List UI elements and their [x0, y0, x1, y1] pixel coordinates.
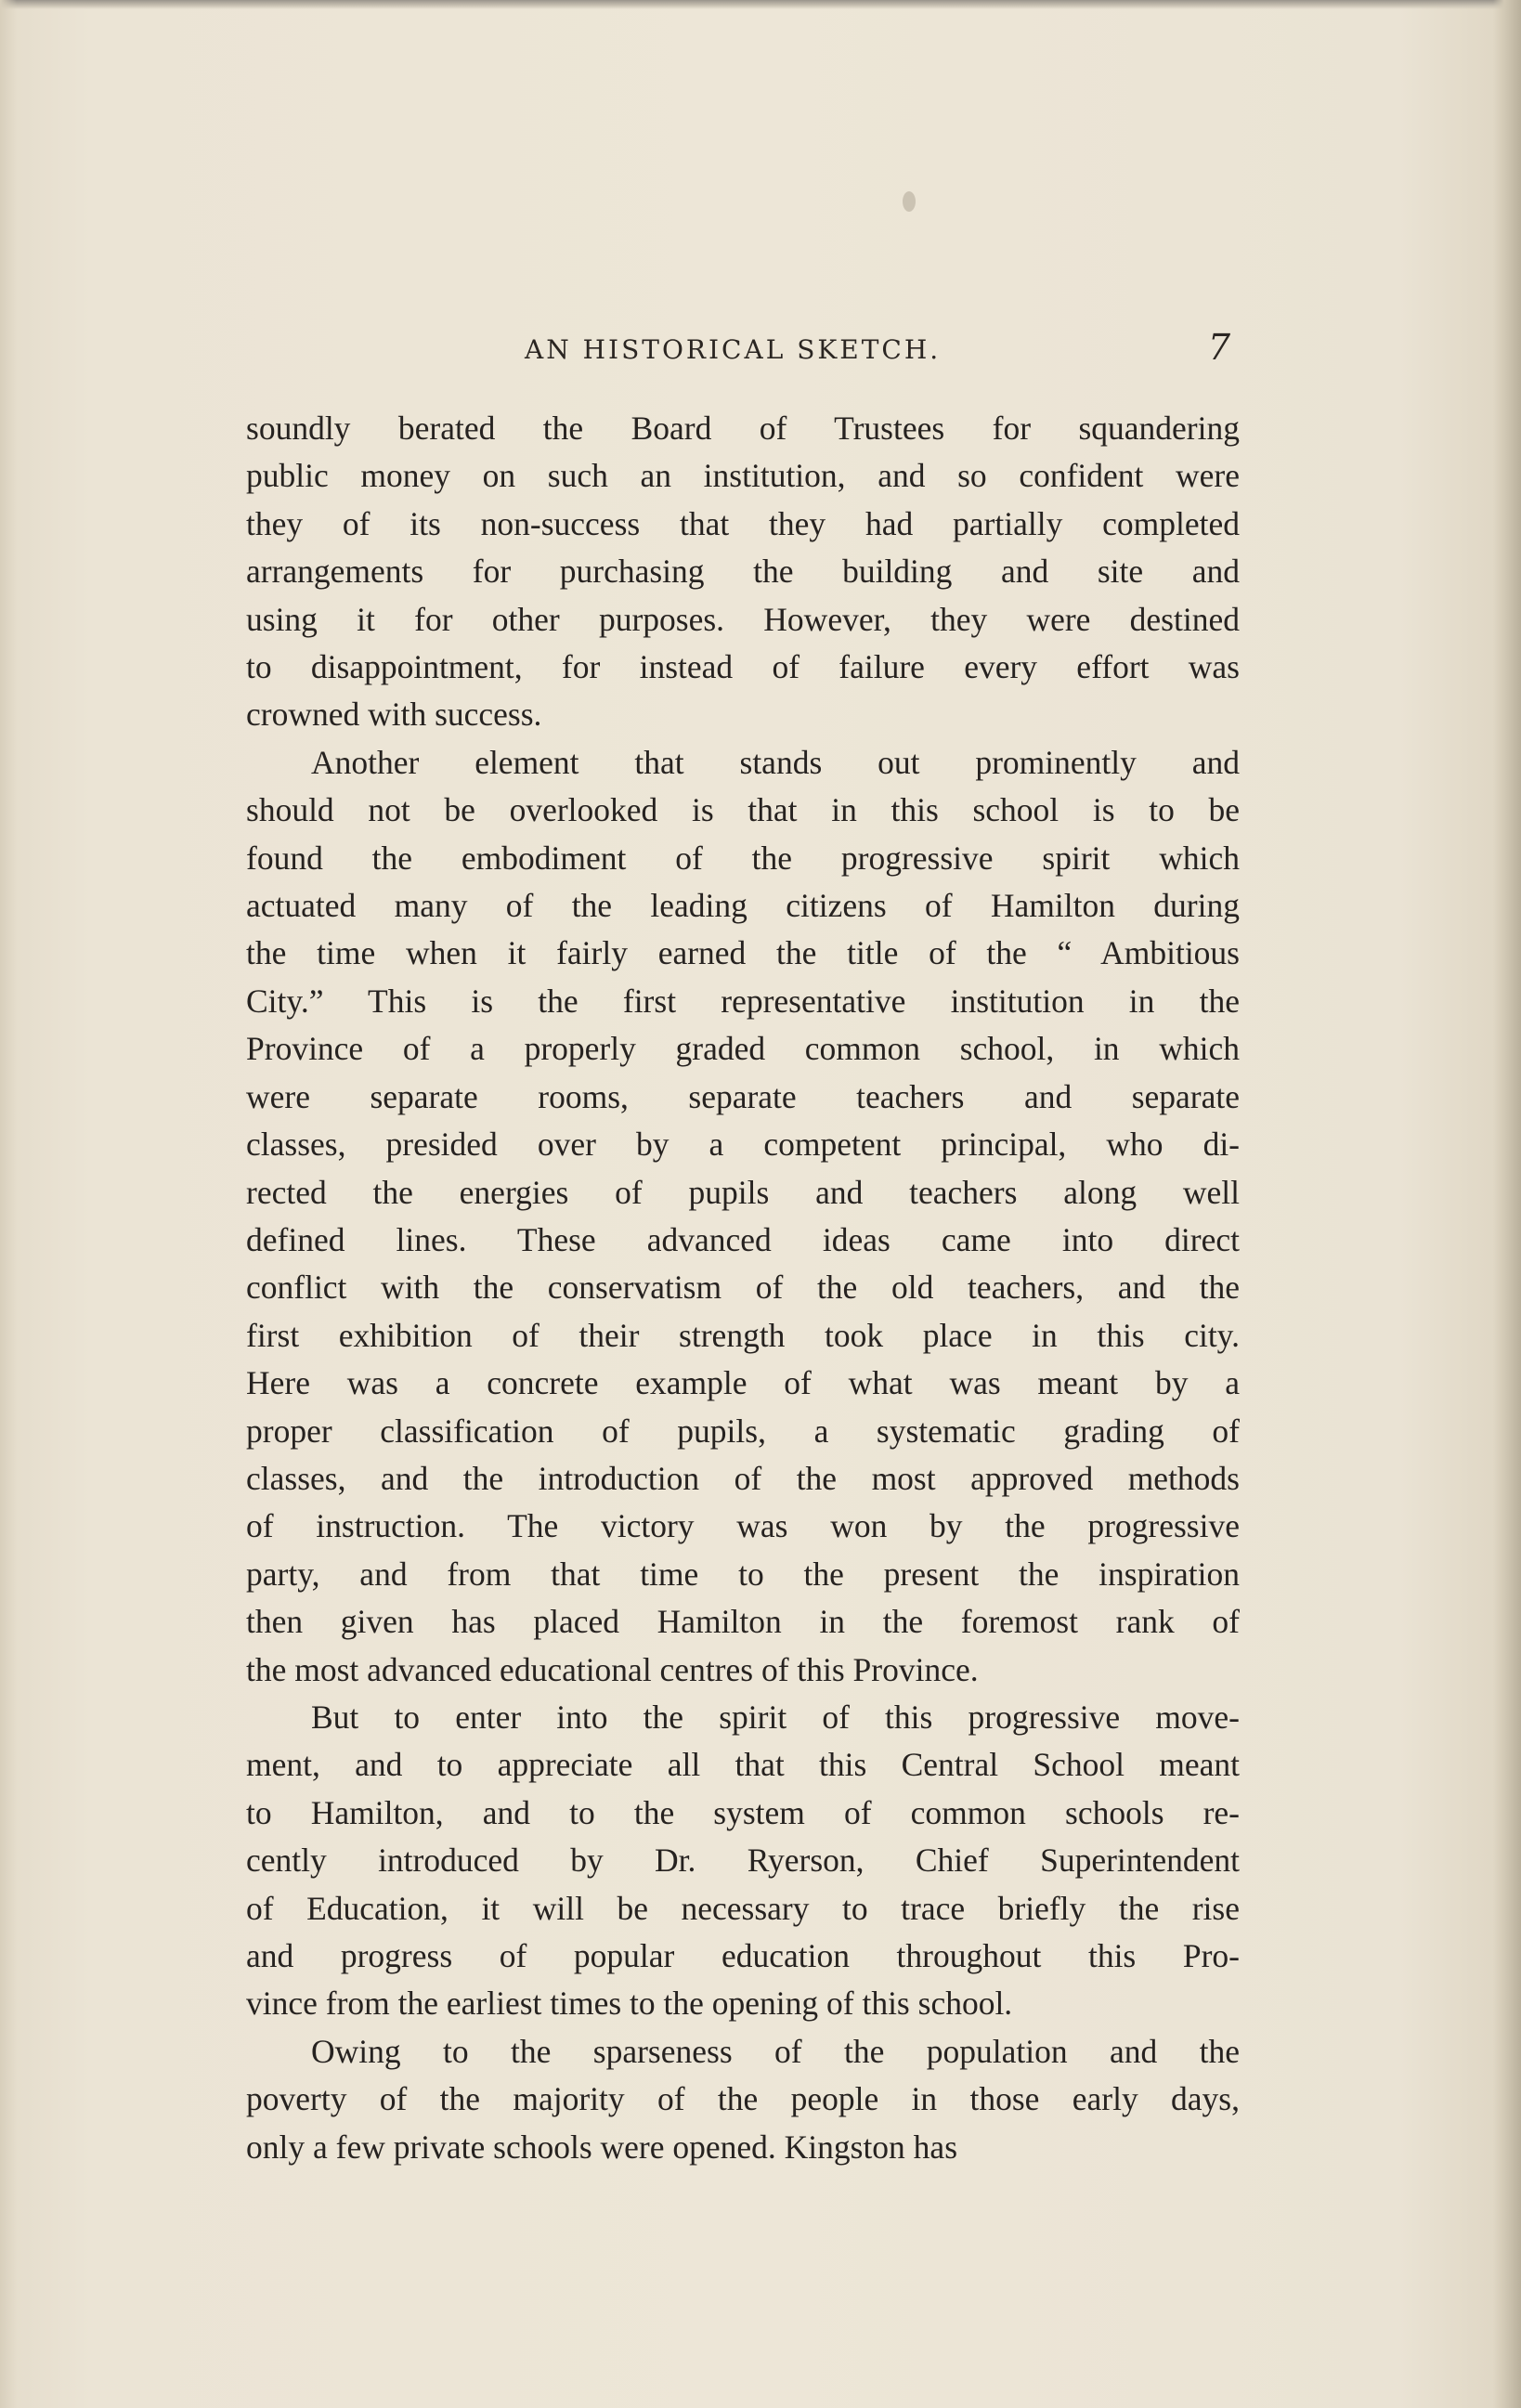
page-top-edge [0, 0, 1521, 9]
text-line: cently introduced by Dr. Ryerson, Chief Superintendent [246, 1842, 1240, 1880]
text-line: rected the energies of pupils and teachers along well [246, 1173, 1240, 1211]
paper-stain [903, 191, 916, 212]
text-line: of Education, it will be necessary to trace briefly the rise [246, 1889, 1240, 1927]
text-line: then given has placed Hamilton in the foremost rank of [246, 1603, 1240, 1641]
text-line: proper classification of pupils, a systematic grading of [246, 1412, 1240, 1450]
text-line: were separate rooms, separate teachers and separate [246, 1077, 1240, 1115]
paragraph [246, 1694, 1240, 2028]
text-line: the most advanced educational centres of this Province. [246, 1650, 979, 1688]
text-line: actuated many of the leading citizens of Hamilton during [246, 887, 1240, 925]
text-line: first exhibition of their strength took place in this city. [246, 1316, 1240, 1354]
text-line: of instruction. The victory was won by the progressive [246, 1507, 1240, 1545]
page-number: 7 [1207, 327, 1230, 368]
text-line: public money on such an institution, and so confident were [246, 457, 1240, 495]
text-line: City.” This is the first representative institution in the [246, 982, 1240, 1020]
running-head: AN HISTORICAL SKETCH. [525, 334, 942, 365]
page-right-edge [1493, 0, 1521, 2408]
text-line: using it for other purposes. However, they were destined [246, 600, 1240, 638]
text-line: arrangements for purchasing the building and site and [246, 553, 1240, 591]
body-text [246, 405, 1240, 2171]
text-line: party, and from that time to the present the inspiration [246, 1555, 1240, 1593]
text-line: crowned with success. [246, 696, 542, 734]
text-line: Another element that stands out prominently and [311, 743, 1240, 781]
page-left-shadow [0, 0, 17, 2408]
text-line: Here was a concrete example of what was meant by a [246, 1364, 1240, 1402]
text-line: Owing to the sparseness of the population and the [311, 2032, 1240, 2070]
text-line: they of its non-success that they had partially completed [246, 504, 1240, 542]
text-line: found the embodiment of the progressive spirit which [246, 839, 1240, 877]
text-line: But to enter into the spirit of this progressive move- [311, 1698, 1240, 1736]
text-line: soundly berated the Board of Trustees for squandering [246, 410, 1240, 447]
text-line: to disappointment, for instead of failure every effort was [246, 648, 1240, 686]
text-line: conflict with the conservatism of the old teachers, and the [246, 1269, 1240, 1307]
text-line: vince from the earliest times to the opening of this school. [246, 1985, 1013, 2023]
paragraph [246, 2028, 1240, 2171]
paragraph [246, 739, 1240, 1694]
text-line: poverty of the majority of the people in those early days, [246, 2080, 1240, 2118]
text-line: defined lines. These advanced ideas came into direct [246, 1220, 1240, 1258]
text-line: and progress of popular education throughout this Pro- [246, 1937, 1240, 1974]
text-line: Province of a properly graded common school, in which [246, 1030, 1240, 1068]
paragraph [246, 405, 1240, 739]
page-header [246, 327, 1230, 383]
text-line: the time when it fairly earned the title of the “ Ambitious [246, 934, 1240, 972]
text-line: classes, and the introduction of the most approved methods [246, 1459, 1240, 1497]
text-line: classes, presided over by a competent principal, who di- [246, 1126, 1240, 1164]
text-line: ment, and to appreciate all that this Central School meant [246, 1746, 1240, 1784]
text-line: should not be overlooked is that in this school is to be [246, 791, 1240, 829]
text-line: only a few private schools were opened. Kingston has [246, 2128, 958, 2166]
text-line: to Hamilton, and to the system of common schools re- [246, 1793, 1240, 1831]
